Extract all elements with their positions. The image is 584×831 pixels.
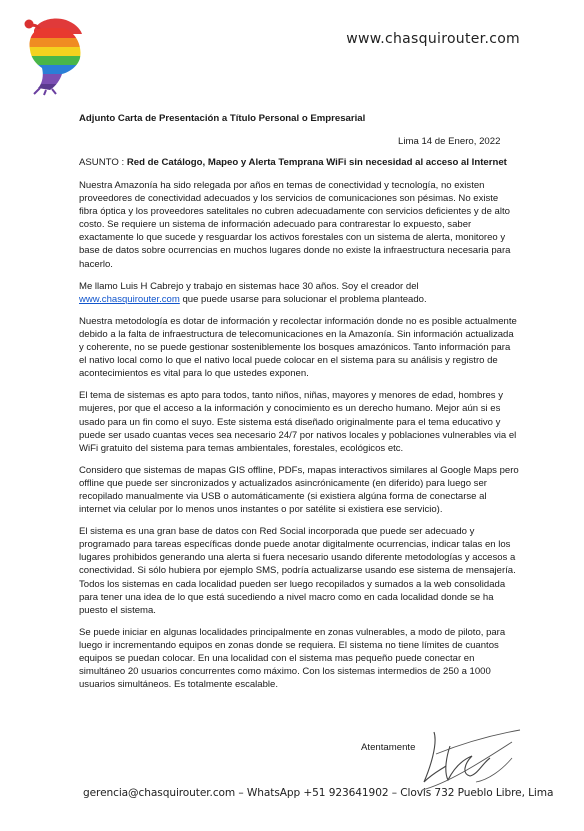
letter-date: Lima 14 de Enero, 2022	[398, 136, 501, 147]
paragraph: Se puede iniciar en algunas localidades principalmente en zonas vulnerables, a modo de piloto, para luego ir incrementando equipos en zonas donde se requiera. El sistema no tiene límites de cuantos equipos se puedan colocar. En una localidad con el sistema mas pequeño puede conectar en simultáneo 20 usuarios concurrentes como máximo. Con los sistemas intermedios de 250 a 1000 usuarios simultáneos. Es totalmente escalable.	[79, 626, 506, 691]
intro-text: Me llamo Luis H Cabrejo y trabajo en sistemas hace 30 años. Soy el creador del	[79, 280, 419, 292]
footer-contact: gerencia@chasquirouter.com – WhatsApp +51 923641902 – Clovis 732 Pueblo Libre, Lima	[83, 787, 554, 799]
paragraph: Considero que sistemas de mapas GIS offline, PDFs, mapas interactivos similares al Google Maps pero offline que puede ser sincronizados y actualizados asincrónicamente (en diferido) para luego ser recopilado manualmente via USB o automáticamente (si existiera algúna forma de conectarse al internet via celular por lo menos unos instantes o por satélite si existiera ese servicio).	[79, 464, 519, 516]
letter-heading: Adjunto Carta de Presentación a Título Personal o Empresarial	[79, 113, 366, 124]
rainbow-chasqui-head-logo-icon	[20, 14, 90, 96]
subject-text: Red de Catálogo, Mapeo y Alerta Temprana WiFi sin necesidad al acceso al Internet	[126, 157, 507, 168]
paragraph: Nuestra Amazonía ha sido relegada por años en temas de conectividad y tecnología, no existen proveedores de conectividad adecuados y los servicios de comunicaciones son pésimas. No existe fibra óptica y los proveedores satelitales no cubren adecuadamente con servicios deficientes y de alto costo. Se requiere un sistema de información adecuado para contrarestar lo expuesto, saber exactamente lo que sucede y resguardar los activos forestales con un sistema de alerta, monitoreo y base de datos sobre ocurrencias en muchos lugares donde no existe la infraestructura necesaria para hacerlo.	[79, 180, 511, 270]
paragraph: El sistema es una gran base de datos con Red Social incorporada que puede ser adecuado y programado para tareas específicas donde puede anotar digitalmente ocurrencias, indicar talas en los lugares prohibidos generando una alerta si fuera necesario usando diferente metodologías y accesos a conectividad. Si sólo hubiera por ejemplo SMS, podría actualizarse usando ese sistema de mensajería. Todos los sistemas en cada localidad pueden ser luego recopilados y sumados a la web consolidada para tener una idea de lo que está sucediendo a nivel macro como en cada localidad donde se ha puesto el sistema.	[79, 526, 516, 616]
paragraph: El tema de sistemas es apto para todos, tanto niños, niñas, mayores y menores de edad, hombres y mujeres, por que el acceso a la información y conocimiento es un derecho humano. Mejor aún si es usado para un fin como el suyo. Este sistema está diseñado originalmente para el tema educativo y puede ser usado cuantas veces sea necesario 24/7 por nativos locales y poblaciones vulnerables via el WiFi gratuito del sistema para temas ambientales, forestales, ecológicos etc.	[79, 390, 517, 454]
website-header[interactable]: www.chasquirouter.com	[346, 31, 520, 47]
closing-text: Atentamente	[361, 742, 416, 753]
paragraph: Nuestra metodología es dotar de información y recolectar información donde no es posible actualmente debido a la falta de infraestructura de telecomunicaciones en la Amazonía. Sin información actualizada y coherente, no se puede gestionar sosteniblemente los bosques amazónicos. Tanto información para el nativo local como lo que el nativo local puede colocar en el sistema para su análisis y registro de acontecimientos es vital para lo que ustedes exponen.	[79, 315, 517, 380]
paragraph-intro	[79, 280, 519, 306]
letter-body	[79, 179, 519, 700]
intro-text-after: que puede usarse para solucionar el problema planteado.	[179, 293, 427, 305]
subject-label: ASUNTO :	[79, 157, 127, 168]
handwritten-signature-icon	[416, 724, 526, 794]
letter-subject	[79, 157, 529, 168]
website-link[interactable]: www.chasquirouter.com	[79, 293, 180, 305]
